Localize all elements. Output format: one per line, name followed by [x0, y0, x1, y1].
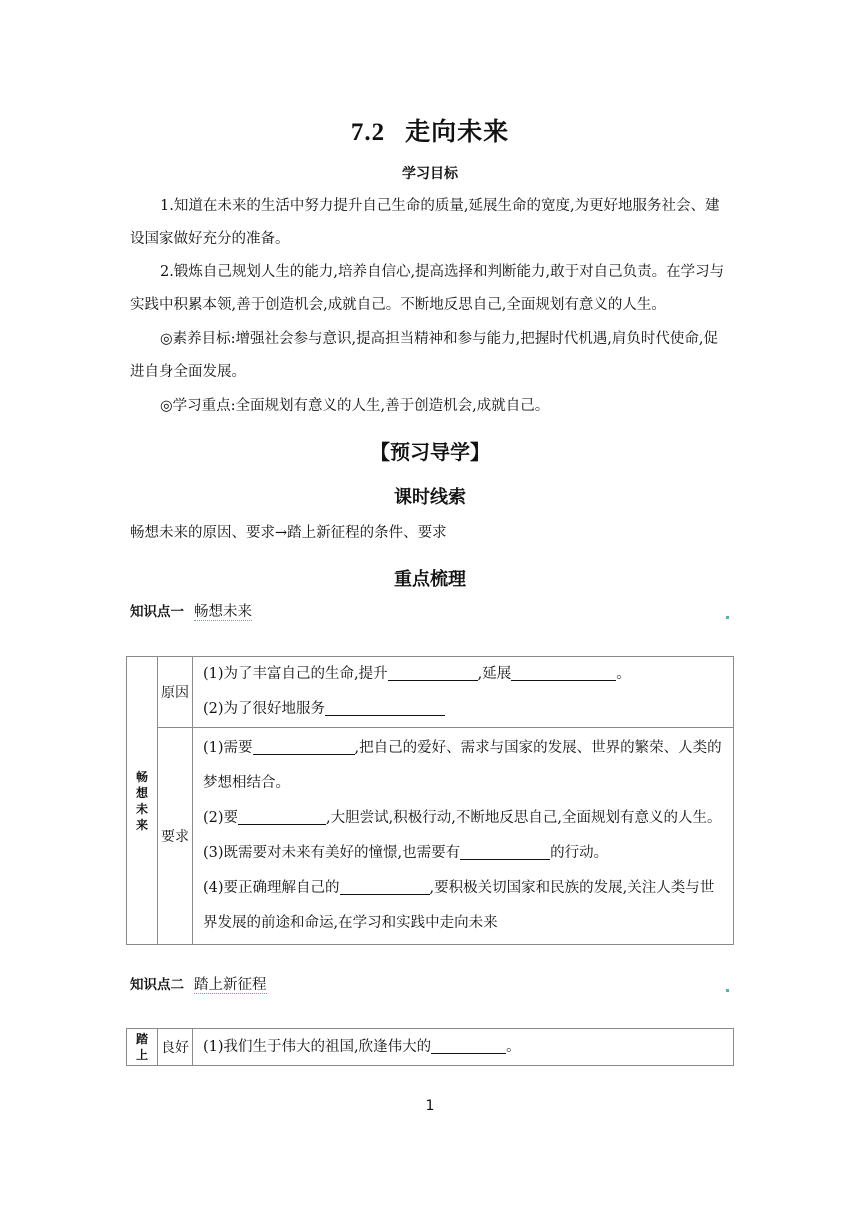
- table-side-label: 畅想未来: [127, 657, 158, 945]
- answer-blank[interactable]: [340, 880, 430, 896]
- clue-heading: 课时线索: [394, 487, 466, 508]
- goal-paragraph-2: 2.锻炼自己规划人生的能力,培养自信心,提高选择和判断能力,敢于对自己负责。在学习与实践中积累本领,善于创造机会,成就自己。不断地反思自己,全面规划有意义的人生。: [130, 264, 725, 313]
- goal-paragraph-1: 1.知道在未来的生活中努力提升自己生命的质量,延展生命的宽度,为更好地服务社会、建设国家做好充分的准备。: [130, 198, 720, 247]
- knowledge-point-2-name: 踏上新征程: [194, 977, 267, 993]
- row-content: (1)我们生于伟大的祖国,欣逢伟大的 。: [193, 1029, 734, 1066]
- table-side-label: 踏上: [127, 1029, 158, 1066]
- answer-blank[interactable]: [460, 845, 550, 861]
- lesson-number: 7.2: [350, 119, 386, 146]
- clue-text: 畅想未来的原因、要求→踏上新征程的条件、要求: [130, 525, 447, 541]
- knowledge-table-1: [126, 656, 734, 945]
- knowledge-table-2: [126, 1028, 734, 1066]
- knowledge-point-1-name: 畅想未来: [194, 604, 252, 620]
- content-line: (2)要 ,大胆尝试,积极行动,不断地反思自己,全面规划有意义的人生。: [203, 810, 722, 826]
- table-row: [127, 657, 734, 728]
- literacy-goal: ◎素养目标:增强社会参与意识,提高担当精神和参与能力,把握时代机遇,肩负时代使命,促进自身全面发展。: [130, 331, 718, 380]
- goals-heading: 学习目标: [402, 166, 458, 182]
- answer-blank[interactable]: [253, 740, 355, 756]
- row-category: 良好: [158, 1029, 193, 1066]
- table-row: [127, 728, 734, 945]
- preview-section-heading: 【预习导学】: [370, 440, 490, 464]
- row-category: 要求: [158, 728, 193, 945]
- row-content: [193, 728, 734, 945]
- knowledge-point-1: [130, 600, 252, 621]
- content-line: (2)为了很好地服务: [203, 692, 723, 727]
- knowledge-point-1-label: 知识点一: [130, 604, 184, 620]
- content-line: (1)为了丰富自己的生命,提升 ,延展 。: [203, 666, 631, 682]
- page-number: 1: [425, 1098, 435, 1114]
- answer-blank[interactable]: [388, 666, 478, 682]
- answer-blank[interactable]: [325, 701, 445, 717]
- knowledge-point-2: [130, 973, 267, 994]
- content-line: (1)需要 ,把自己的爱好、需求与国家的发展、世界的繁荣、人类的梦想相结合。: [203, 740, 722, 791]
- answer-blank[interactable]: [431, 1038, 506, 1054]
- content-line: (3)既需要对未来有美好的憧憬,也需要有 的行动。: [203, 845, 609, 861]
- review-heading: 重点梳理: [394, 569, 466, 590]
- marker-dot: [726, 616, 729, 619]
- row-content: [193, 657, 734, 728]
- answer-blank[interactable]: [238, 810, 326, 826]
- lesson-title: 走向未来: [405, 117, 510, 146]
- table-row: [127, 1029, 734, 1066]
- key-point-goal: ◎学习重点:全面规划有意义的人生,善于创造机会,成就自己。: [160, 398, 550, 414]
- answer-blank[interactable]: [511, 666, 616, 682]
- page-title: [0, 112, 860, 148]
- content-line: (4)要正确理解自己的 ,要积极关切国家和民族的发展,关注人类与世界发展的前途和命运,在学习和实践中走向未来: [203, 880, 715, 931]
- marker-dot: [726, 989, 729, 992]
- row-category: 原因: [158, 657, 193, 728]
- knowledge-point-2-label: 知识点二: [130, 977, 184, 993]
